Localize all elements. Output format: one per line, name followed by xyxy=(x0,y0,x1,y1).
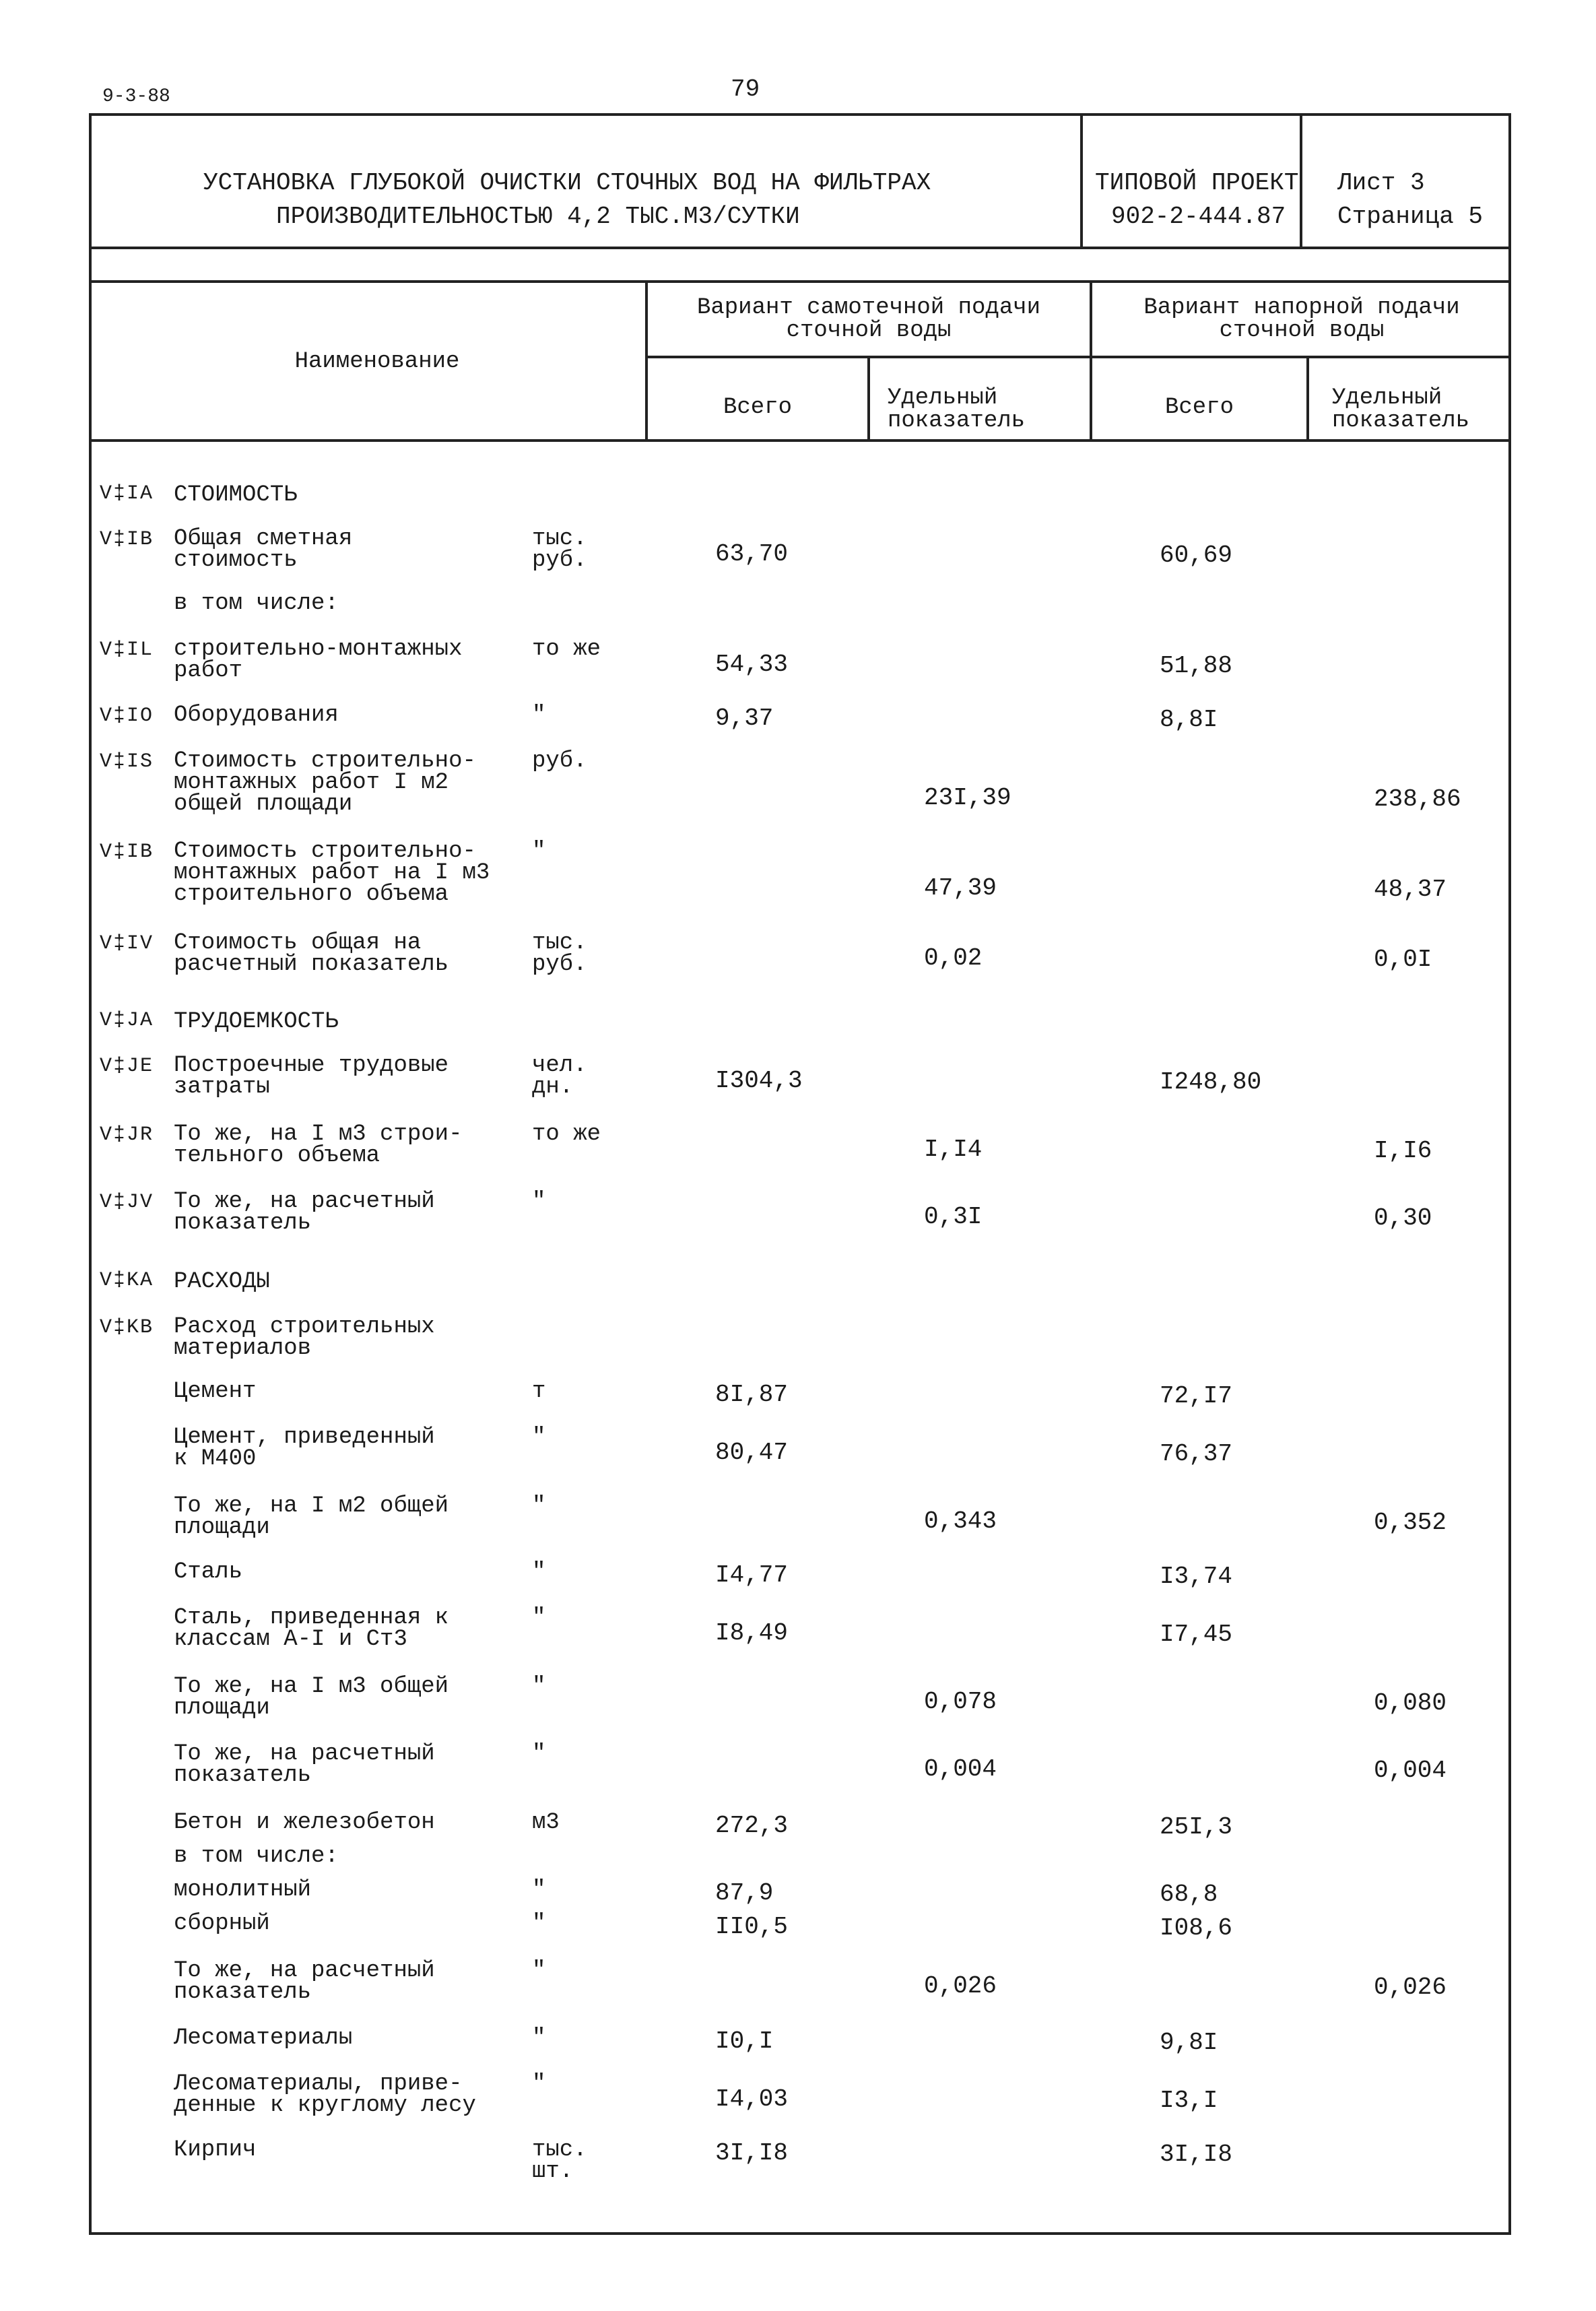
row-name: Лесоматериалы, приве- денные к круглому лесу xyxy=(174,2071,476,2118)
value-pressure-specific: 0,30 xyxy=(1374,1204,1432,1232)
row-unit: тыс. шт. xyxy=(532,2137,587,2184)
document-date: 9-3-88 xyxy=(102,86,170,107)
value-gravity-total: 9,37 xyxy=(715,705,774,732)
row-unit: " xyxy=(532,839,546,864)
row-name: То же, на расчетный показатель xyxy=(174,1189,435,1236)
value-pressure-specific: 48,37 xyxy=(1374,876,1447,903)
project-number: 902-2-444.87 xyxy=(1111,203,1286,230)
header-total-1: Всего xyxy=(723,395,793,420)
row-unit: " xyxy=(532,1877,546,1903)
row-unit: т xyxy=(532,1379,546,1404)
title-divider-1 xyxy=(1080,113,1083,248)
value-gravity-total: 3I,I8 xyxy=(715,2139,789,2167)
value-gravity-total: 80,47 xyxy=(715,1439,789,1466)
row-unit: м3 xyxy=(532,1810,560,1835)
row-name: Стоимость общая на расчетный показатель xyxy=(174,930,449,977)
header-specific-2: Удельный показатель xyxy=(1332,385,1470,434)
title-divider-2 xyxy=(1300,113,1302,248)
value-pressure-total: 72,I7 xyxy=(1160,1382,1233,1410)
header-bottom-line xyxy=(89,439,1511,442)
value-pressure-specific: 0,004 xyxy=(1374,1757,1447,1784)
value-gravity-specific: 0,343 xyxy=(924,1507,997,1535)
value-pressure-total: 25I,3 xyxy=(1160,1813,1233,1841)
row-name: Кирпич xyxy=(174,2137,257,2163)
row-name: То же, на расчетный показатель xyxy=(174,1741,435,1788)
value-pressure-total: 51,88 xyxy=(1160,652,1233,680)
row-code: V‡IA xyxy=(100,482,154,505)
row-code: V‡JE xyxy=(100,1055,154,1078)
value-pressure-total: I7,45 xyxy=(1160,1621,1233,1648)
row-name: То же, на расчетный показатель xyxy=(174,1958,435,2005)
value-pressure-specific: 0,352 xyxy=(1374,1509,1447,1536)
header-name: Наименование xyxy=(294,349,460,375)
page-number: 79 xyxy=(731,75,760,103)
row-name: Расход строительных материалов xyxy=(174,1314,435,1361)
value-pressure-total: I08,6 xyxy=(1160,1914,1233,1942)
row-name: Лесоматериалы xyxy=(174,2025,353,2051)
row-unit: тыс. руб. xyxy=(532,526,587,573)
value-gravity-total: I0,I xyxy=(715,2027,774,2055)
row-code: V‡IO xyxy=(100,705,154,727)
row-unit: чел. дн. xyxy=(532,1053,587,1100)
page-label: Страница 5 xyxy=(1337,203,1484,230)
row-name: в том числе: xyxy=(174,1844,339,1869)
row-unit: тыс. руб. xyxy=(532,930,587,977)
row-code: V‡JV xyxy=(100,1191,154,1214)
value-gravity-total: 87,9 xyxy=(715,1879,774,1907)
value-gravity-total: 272,3 xyxy=(715,1812,789,1840)
value-gravity-specific: 0,078 xyxy=(924,1688,997,1716)
value-pressure-total: 9,8I xyxy=(1160,2029,1218,2056)
value-pressure-total: I3,I xyxy=(1160,2087,1218,2114)
row-unit: " xyxy=(532,1493,546,1519)
row-unit: " xyxy=(532,1674,546,1699)
value-pressure-specific: 0,026 xyxy=(1374,1974,1447,2001)
row-unit: " xyxy=(532,1958,546,1984)
value-gravity-total: 63,70 xyxy=(715,540,789,568)
row-name: монолитный xyxy=(174,1877,312,1903)
row-unit: то же xyxy=(532,1121,601,1147)
project-label: ТИПОВОЙ ПРОЕКТ xyxy=(1095,169,1299,197)
value-pressure-total: 8,8I xyxy=(1160,706,1218,734)
row-name: Построечные трудовые затраты xyxy=(174,1053,449,1100)
value-gravity-total: II0,5 xyxy=(715,1913,789,1941)
value-gravity-total: I8,49 xyxy=(715,1619,789,1647)
row-name: Оборудования xyxy=(174,703,339,728)
value-gravity-total: 54,33 xyxy=(715,651,789,678)
value-pressure-specific: 0,0I xyxy=(1374,946,1432,973)
value-gravity-specific: 23I,39 xyxy=(924,784,1011,812)
row-unit: " xyxy=(532,703,546,728)
row-name: То же, на I м2 общей площади xyxy=(174,1493,449,1540)
row-name: Цемент, приведенный к М400 xyxy=(174,1425,435,1472)
value-pressure-specific: 0,080 xyxy=(1374,1689,1447,1717)
row-name: Стоимость строительно- монтажных работ I м2 общей площади xyxy=(174,748,476,817)
row-unit: " xyxy=(532,1559,546,1585)
header-col-divider-4 xyxy=(1306,357,1309,441)
row-name: строительно-монтажных работ xyxy=(174,637,463,684)
value-gravity-specific: I,I4 xyxy=(924,1136,983,1163)
row-unit: " xyxy=(532,2025,546,2051)
value-gravity-specific: 0,02 xyxy=(924,944,983,972)
row-code: V‡IB xyxy=(100,841,154,864)
row-name: Сталь xyxy=(174,1559,243,1585)
value-pressure-total: 60,69 xyxy=(1160,542,1233,569)
value-pressure-total: 76,37 xyxy=(1160,1440,1233,1468)
row-unit: то же xyxy=(532,637,601,662)
value-gravity-specific: 0,004 xyxy=(924,1755,997,1783)
sheet-number: Лист 3 xyxy=(1337,169,1425,197)
row-unit: " xyxy=(532,2071,546,2097)
row-name: Бетон и железобетон xyxy=(174,1810,435,1835)
row-code: V‡KA xyxy=(100,1269,154,1292)
value-gravity-specific: 47,39 xyxy=(924,874,997,902)
title-line-1: УСТАНОВКА ГЛУБОКОЙ ОЧИСТКИ СТОЧНЫХ ВОД НА ФИЛЬТРАХ xyxy=(203,169,931,197)
header-specific-1: Удельный показатель xyxy=(888,385,1026,434)
row-name: РАСХОДЫ xyxy=(174,1269,270,1295)
header-middle-line xyxy=(645,356,1511,358)
value-gravity-specific: 0,3I xyxy=(924,1203,983,1231)
row-code: V‡IB xyxy=(100,528,154,551)
header-col-divider-2 xyxy=(867,357,870,441)
row-name: СТОИМОСТЬ xyxy=(174,482,298,508)
row-code: V‡JR xyxy=(100,1124,154,1146)
row-name: Сталь, приведенная к классам А-I и Ст3 xyxy=(174,1605,449,1652)
header-variant-gravity: Вариант самотечной подачи сточной воды xyxy=(696,295,1041,344)
title-line-2: ПРОИЗВОДИТЕЛЬНОСТЬЮ 4,2 ТЫС.М3/СУТКИ xyxy=(276,203,800,230)
value-pressure-specific: I,I6 xyxy=(1374,1137,1432,1165)
value-gravity-specific: 0,026 xyxy=(924,1972,997,2000)
row-unit: " xyxy=(532,1911,546,1936)
header-variant-pressure: Вариант напорной подачи сточной воды xyxy=(1143,295,1460,344)
row-code: V‡JA xyxy=(100,1009,154,1032)
document-frame xyxy=(89,113,1511,2235)
row-name: Общая сметная стоимость xyxy=(174,526,353,573)
row-unit: " xyxy=(532,1605,546,1631)
row-code: V‡IS xyxy=(100,750,154,773)
value-gravity-total: I4,77 xyxy=(715,1561,789,1589)
row-name: сборный xyxy=(174,1911,270,1936)
row-unit: " xyxy=(532,1189,546,1214)
value-gravity-total: I4,03 xyxy=(715,2085,789,2113)
title-block-bottom-line xyxy=(89,247,1511,249)
row-name: ТРУДОЕМКОСТЬ xyxy=(174,1009,339,1035)
value-pressure-specific: 238,86 xyxy=(1374,785,1461,813)
value-gravity-total: I304,3 xyxy=(715,1067,803,1095)
value-pressure-total: I248,80 xyxy=(1160,1068,1262,1096)
title-spacer-line xyxy=(89,280,1511,283)
row-name: То же, на I м3 строи- тельного объема xyxy=(174,1121,463,1169)
row-name: в том числе: xyxy=(174,591,339,616)
row-code: V‡IL xyxy=(100,639,154,661)
row-unit: " xyxy=(532,1741,546,1767)
value-pressure-total: 3I,I8 xyxy=(1160,2141,1233,2168)
row-code: V‡IV xyxy=(100,932,154,955)
row-code: V‡KB xyxy=(100,1316,154,1339)
row-name: То же, на I м3 общей площади xyxy=(174,1674,449,1721)
row-unit: " xyxy=(532,1425,546,1450)
row-name: Стоимость строительно- монтажных работ на I м3 строительного объема xyxy=(174,839,490,907)
header-total-2: Всего xyxy=(1164,395,1234,420)
row-name: Цемент xyxy=(174,1379,257,1404)
value-pressure-total: 68,8 xyxy=(1160,1881,1218,1908)
value-gravity-total: 8I,87 xyxy=(715,1381,789,1408)
row-unit: руб. xyxy=(532,748,587,774)
value-pressure-total: I3,74 xyxy=(1160,1563,1233,1590)
